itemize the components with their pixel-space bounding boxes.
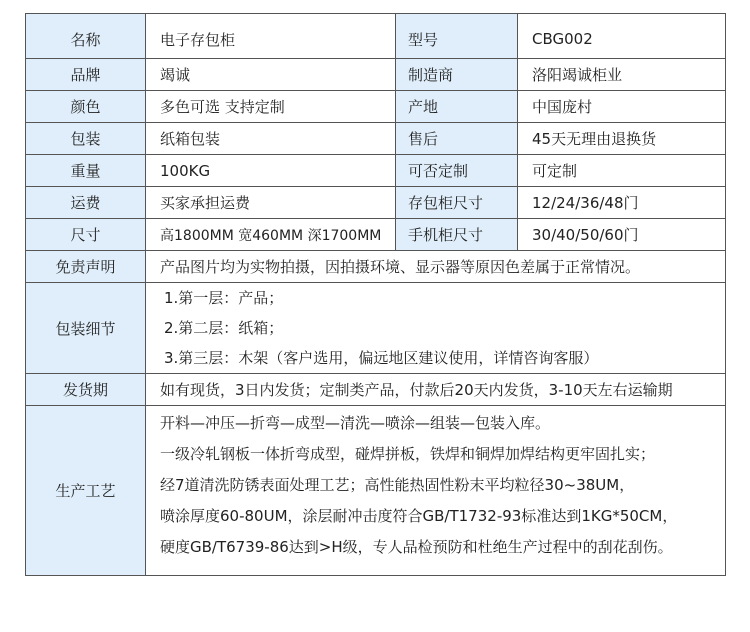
value-brand: 竭诚 — [146, 59, 396, 91]
label-brand: 品牌 — [26, 59, 146, 91]
spec-table — [25, 13, 726, 576]
packing-line: 1.第一层：产品； — [164, 289, 284, 307]
label-customizable: 可否定制 — [396, 155, 518, 187]
craft-details — [146, 406, 726, 576]
packing-line: 3.第三层：木架（客户选用，偏远地区建议使用，详情咨询客服） — [164, 349, 599, 367]
label-packing: 包装细节 — [26, 283, 146, 374]
label-delivery: 发货期 — [26, 374, 146, 406]
value-origin: 中国庞村 — [518, 91, 726, 123]
label-color: 颜色 — [26, 91, 146, 123]
value-disclaimer: 产品图片均为实物拍摄，因拍摄环境、显示器等原因色差属于正常情况。 — [146, 251, 726, 283]
value-after-sales: 45天无理由退换货 — [518, 123, 726, 155]
value-name: 电子存包柜 — [146, 14, 396, 59]
row-craft — [26, 406, 726, 576]
row-name — [26, 14, 726, 59]
value-package: 纸箱包装 — [146, 123, 396, 155]
label-shipping: 运费 — [26, 187, 146, 219]
row-delivery — [26, 374, 726, 406]
row-packing — [26, 283, 726, 374]
label-package: 包装 — [26, 123, 146, 155]
row-disclaimer — [26, 251, 726, 283]
label-size: 尺寸 — [26, 219, 146, 251]
value-shipping: 买家承担运费 — [146, 187, 396, 219]
label-locker-size: 存包柜尺寸 — [396, 187, 518, 219]
packing-line: 2.第二层：纸箱； — [164, 319, 284, 337]
label-disclaimer: 免责声明 — [26, 251, 146, 283]
value-manufacturer: 洛阳竭诚柜业 — [518, 59, 726, 91]
label-manufacturer: 制造商 — [396, 59, 518, 91]
value-locker-size: 12/24/36/48门 — [518, 187, 726, 219]
craft-line: 一级冷轧钢板一体折弯成型，碰焊拼板，铁焊和铜焊加焊结构更牢固扎实； — [160, 445, 656, 463]
value-model: CBG002 — [518, 14, 726, 59]
row-color — [26, 91, 726, 123]
label-weight: 重量 — [26, 155, 146, 187]
row-weight — [26, 155, 726, 187]
row-package — [26, 123, 726, 155]
label-model: 型号 — [396, 14, 518, 59]
packing-details — [146, 283, 726, 374]
value-color: 多色可选 支持定制 — [146, 91, 396, 123]
craft-line: 开料—冲压—折弯—成型—清洗—喷涂—组装—包装入库。 — [160, 414, 551, 432]
craft-line: 经7道清洗防锈表面处理工艺；高性能热固性粉末平均粒径30~38UM， — [160, 476, 635, 494]
row-size — [26, 219, 726, 251]
row-shipping — [26, 187, 726, 219]
craft-line: 硬度GB/T6739-86达到>H级，专人品检预防和杜绝生产过程中的刮花刮伤。 — [160, 538, 673, 556]
craft-line: 喷涂厚度60-80UM，涂层耐冲击度符合GB/T1732-93标准达到1KG*50CM， — [160, 507, 678, 525]
value-weight: 100KG — [146, 155, 396, 187]
label-after-sales: 售后 — [396, 123, 518, 155]
label-origin: 产地 — [396, 91, 518, 123]
value-size: 高1800MM 宽460MM 深1700MM — [146, 219, 396, 251]
label-phone-locker-size: 手机柜尺寸 — [396, 219, 518, 251]
value-delivery: 如有现货，3日内发货；定制类产品，付款后20天内发货，3-10天左右运输期 — [146, 374, 726, 406]
label-name: 名称 — [26, 14, 146, 59]
value-customizable: 可定制 — [518, 155, 726, 187]
value-phone-locker-size: 30/40/50/60门 — [518, 219, 726, 251]
row-brand — [26, 59, 726, 91]
label-craft: 生产工艺 — [26, 406, 146, 576]
